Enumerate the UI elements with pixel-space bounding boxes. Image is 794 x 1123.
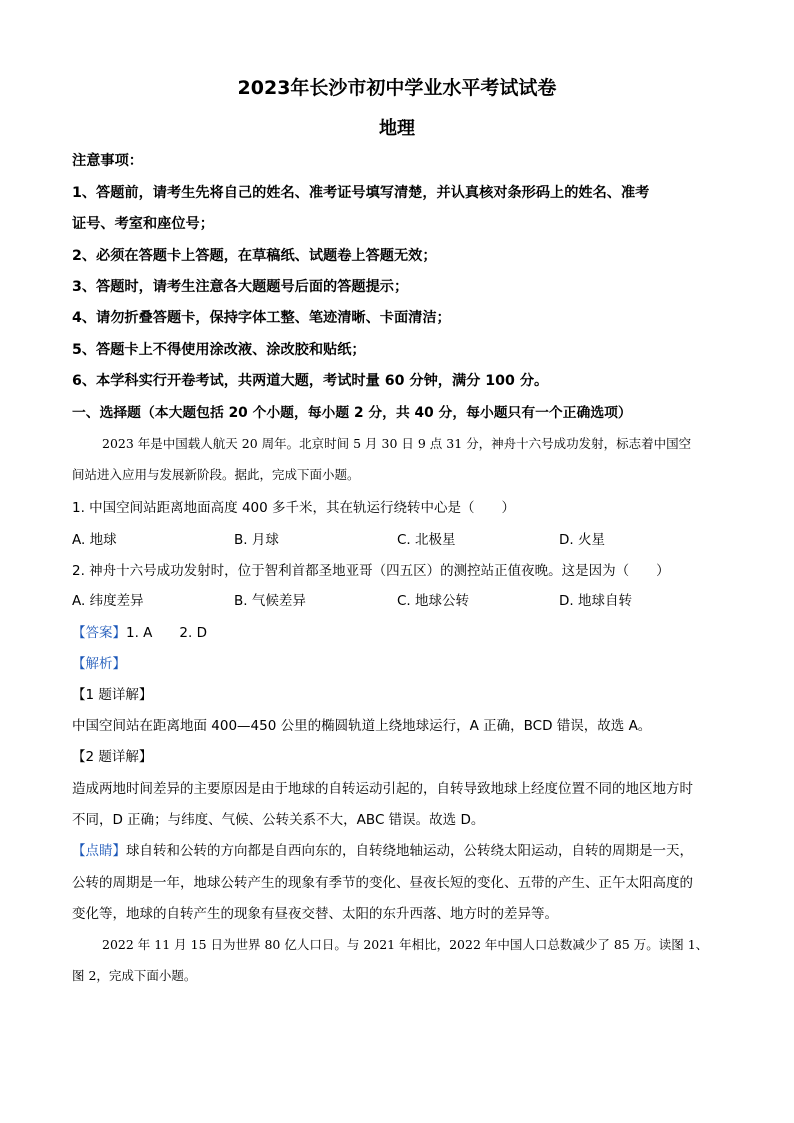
q1-option-d: D. 火星 bbox=[559, 532, 605, 548]
detail-2-tag: 【2 题详解】 bbox=[72, 749, 153, 765]
exam-title: 2023年长沙市初中学业水平考试试卷 bbox=[237, 77, 557, 99]
answer-line bbox=[72, 621, 724, 641]
notice-line: 4、请勿折叠答题卡，保持字体工整、笔迹清晰、卡面清洁； bbox=[72, 310, 451, 326]
notice-line: 6、本学科实行开卷考试，共两道大题，考试时量 60 分钟，满分 100 分。 bbox=[72, 373, 549, 389]
passage-line: 间站进入应用与发展新阶段。据此，完成下面小题。 bbox=[72, 467, 360, 482]
notice-line: 3、答题时，请考生注意各大题题号后面的答题提示； bbox=[72, 279, 409, 295]
comment-text: 球自转和公转的方向都是自西向东的，自转绕地轴运动，公转绕太阳运动，自转的周期是一天， bbox=[126, 843, 693, 859]
question-1-stem: 1. 中国空间站距离地面高度 400 多千米，其在轨运行绕转中心是（ ） bbox=[72, 500, 516, 516]
detail-1-tag: 【1 题详解】 bbox=[72, 687, 153, 703]
notice-line: 1、答题前，请考生先将自己的姓名、准考证号填写清楚，并认真核对条形码上的姓名、准考 bbox=[72, 185, 650, 201]
answer-text: 1. A 2. D bbox=[126, 625, 207, 641]
section-heading: 一、选择题（本大题包括 20 个小题，每小题 2 分，共 40 分，每小题只有一个正确选项） bbox=[72, 405, 632, 421]
detail-2-line: 造成两地时间差异的主要原因是由于地球的自转运动引起的，自转导致地球上经度位置不同的地区地方时 bbox=[72, 781, 693, 797]
comment-tag: 【点睛】 bbox=[72, 843, 126, 859]
notice-heading: 注意事项： bbox=[72, 153, 143, 169]
detail-2-line: 不同，D 正确；与纬度、气候、公转关系不大，ABC 错误。故选 D。 bbox=[72, 812, 485, 828]
subject-title: 地理 bbox=[379, 118, 415, 139]
q1-option-a: A. 地球 bbox=[72, 532, 117, 548]
passage-line: 2022 年 11 月 15 日为世界 80 亿人口日。与 2021 年相比，2022 年中国人口总数减少了 85 万。读图 1、 bbox=[102, 937, 709, 952]
notice-line: 2、必须在答题卡上答题，在草稿纸、试题卷上答题无效； bbox=[72, 248, 437, 264]
q2-option-c: C. 地球公转 bbox=[397, 593, 470, 609]
q2-option-d: D. 地球自转 bbox=[559, 593, 632, 609]
q1-option-c: C. 北极星 bbox=[397, 532, 456, 548]
comment-line bbox=[72, 839, 724, 859]
detail-1-text: 中国空间站在距离地面 400—450 公里的椭圆轨道上绕地球运行，A 正确，BCD 错误，故选 A。 bbox=[72, 718, 652, 734]
answer-tag: 【答案】 bbox=[72, 625, 126, 641]
passage-line: 图 2，完成下面小题。 bbox=[72, 968, 197, 983]
question-2-stem: 2. 神舟十六号成功发射时，位于智利首都圣地亚哥（四五区）的测控站正值夜晚。这是因为（ ） bbox=[72, 563, 670, 579]
comment-line: 变化等，地球的自转产生的现象有昼夜交替、太阳的东升西落、地方时的差异等。 bbox=[72, 906, 558, 922]
passage-line: 2023 年是中国载人航天 20 周年。北京时间 5 月 30 日 9 点 31 分，神舟十六号成功发射，标志着中国空 bbox=[102, 436, 692, 451]
analysis-tag: 【解析】 bbox=[72, 656, 126, 672]
comment-line: 公转的周期是一年，地球公转产生的现象有季节的变化、昼夜长短的变化、五带的产生、正午太阳高度的 bbox=[72, 875, 693, 891]
notice-line: 5、答题卡上不得使用涂改液、涂改胶和贴纸； bbox=[72, 342, 366, 358]
q2-option-b: B. 气候差异 bbox=[234, 593, 306, 609]
notice-line: 证号、考室和座位号； bbox=[72, 216, 214, 232]
q1-option-b: B. 月球 bbox=[234, 532, 279, 548]
q2-option-a: A. 纬度差异 bbox=[72, 593, 144, 609]
